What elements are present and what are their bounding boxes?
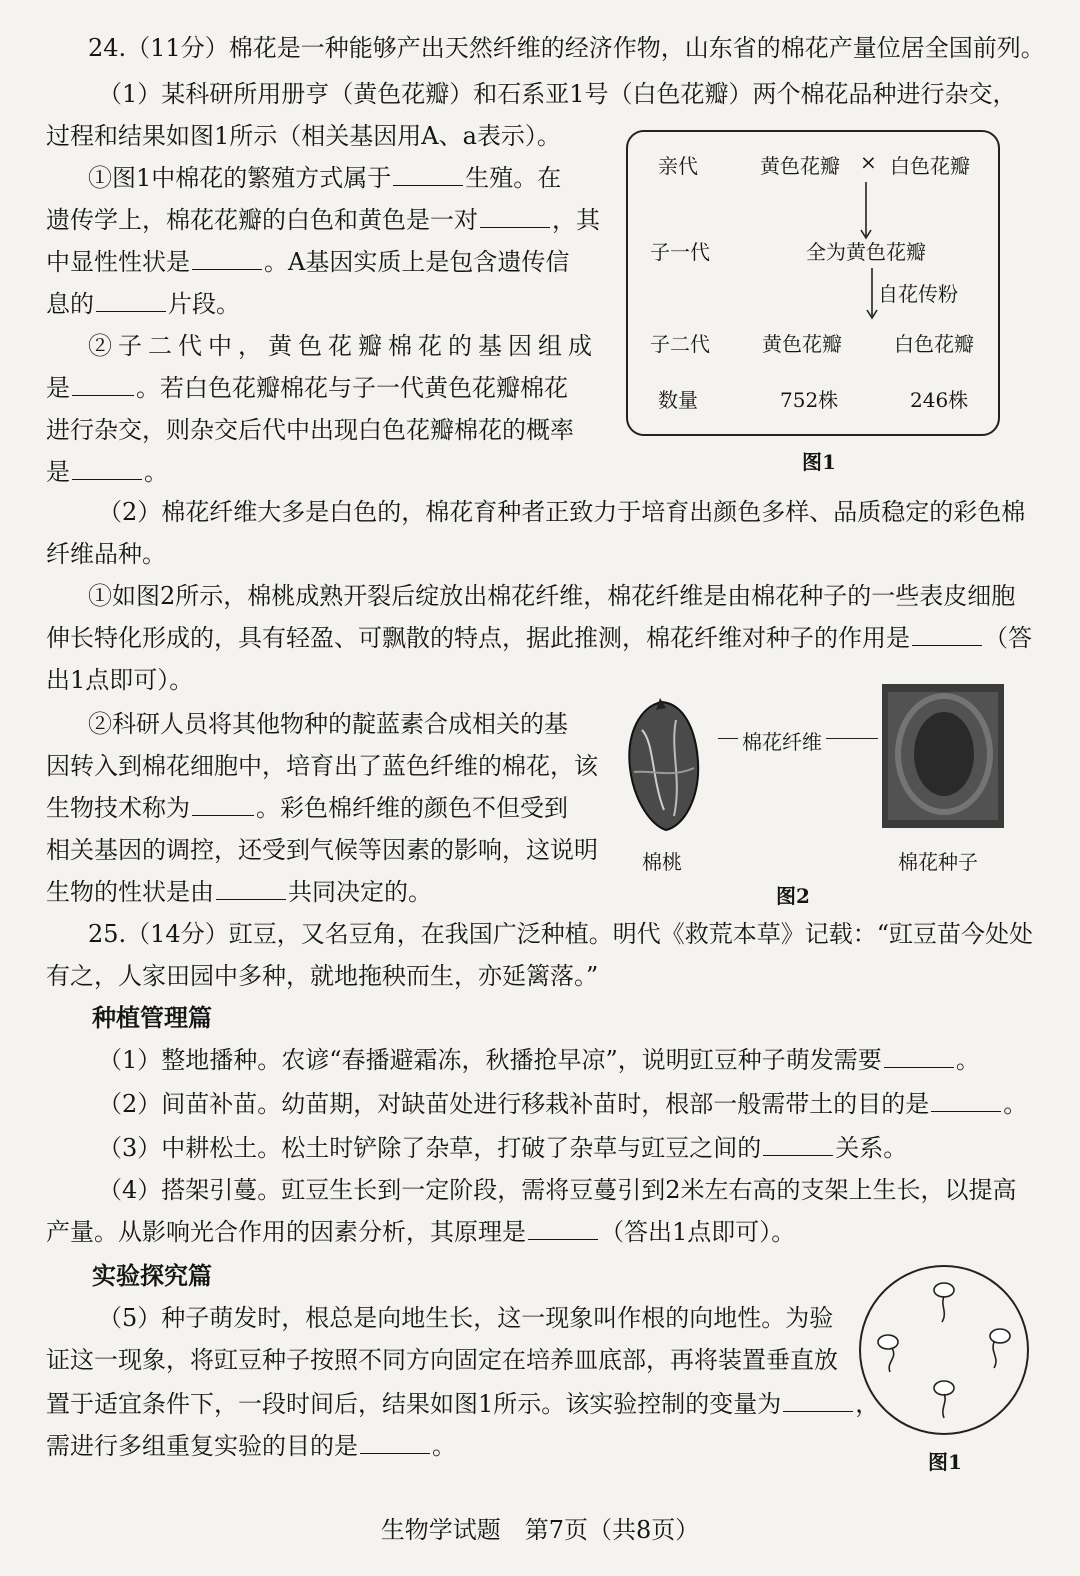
answer-blank bbox=[192, 243, 262, 270]
q24-part2-sub2-line2: 因转入到棉花细胞中，培育出了蓝色纤维的棉花，该 bbox=[46, 752, 598, 780]
f2-white: 白色花瓣 bbox=[894, 332, 974, 356]
answer-blank bbox=[72, 453, 142, 480]
figure1-caption: 图1 bbox=[802, 450, 836, 474]
parent-yellow: 黄色花瓣 bbox=[760, 154, 840, 178]
seed-right bbox=[990, 1329, 1010, 1368]
boll-label: 棉桃 bbox=[642, 850, 682, 874]
q24-part2-sub1-line3: 出1点即可）。 bbox=[46, 666, 194, 694]
q24-sub2-line4: 是 。 bbox=[46, 452, 168, 492]
q24-sub2-line3: 进行杂交，则杂交后代中出现白色花瓣棉花的概率 bbox=[46, 416, 574, 444]
answer-blank bbox=[931, 1085, 1001, 1112]
answer-blank bbox=[360, 1427, 430, 1454]
label-f2: 子二代 bbox=[650, 332, 710, 356]
answer-blank bbox=[912, 619, 982, 646]
cross-symbol: × bbox=[860, 150, 877, 174]
q25-item5-line4: 需进行多组重复实验的目的是 。 bbox=[46, 1426, 456, 1466]
answer-blank bbox=[783, 1385, 853, 1412]
answer-blank bbox=[480, 201, 550, 228]
seed-label: 棉花种子 bbox=[898, 850, 978, 874]
label-parent: 亲代 bbox=[658, 154, 698, 178]
q25-item2: （2）间苗补苗。幼苗期，对缺苗处进行移栽补苗时，根部一般需带土的目的是 。 bbox=[98, 1084, 1027, 1124]
q25-item5-line3: 置于适宜条件下，一段时间后，结果如图1所示。该实验控制的变量为 ， bbox=[46, 1384, 879, 1424]
section-experiment: 实验探究篇 bbox=[92, 1261, 212, 1290]
answer-blank bbox=[192, 789, 254, 816]
q24-part1-line2: 过程和结果如图1所示（相关基因用A、a表示）。 bbox=[46, 122, 561, 150]
petri-dish-image bbox=[856, 1262, 1032, 1438]
q24-part2-sub2-line4: 相关基因的调控，还受到气候等因素的影响，这说明 bbox=[46, 836, 598, 864]
self-pollination-label: 自花传粉 bbox=[878, 282, 958, 306]
q24-title: 24.（11分）棉花是一种能够产出天然纤维的经济作物，山东省的棉花产量位居全国前列。 bbox=[88, 34, 1045, 62]
answer-blank bbox=[884, 1041, 954, 1068]
leader-line bbox=[826, 738, 878, 739]
q24-sub1-line2: 遗传学上，棉花花瓣的白色和黄色是一对 ，其 bbox=[46, 200, 600, 240]
f2-yellow: 黄色花瓣 bbox=[762, 332, 842, 356]
q24-part2-sub2-line5: 生物的性状是由 共同决定的。 bbox=[46, 872, 432, 912]
q24-part2-sub1-line2: 伸长特化形成的，具有轻盈、可飘散的特点，据此推测，棉花纤维对种子的作用是 （答 bbox=[46, 618, 1032, 658]
page-footer: 生物学试题 第7页（共8页） bbox=[380, 1516, 700, 1544]
q24-sub2-line1: ②子二代中，黄色花瓣棉花的基因组成 bbox=[88, 332, 598, 360]
q25-figure1-caption: 图1 bbox=[928, 1450, 962, 1474]
q24-part2-sub2-line1: ②科研人员将其他物种的靛蓝素合成相关的基 bbox=[88, 710, 568, 738]
q25-item5-line2: 证这一现象，将豇豆种子按照不同方向固定在培养皿底部，再将装置垂直放 bbox=[46, 1346, 838, 1374]
q24-part2-line2: 纤维品种。 bbox=[46, 540, 166, 568]
answer-blank bbox=[393, 159, 463, 186]
figure2-caption: 图2 bbox=[776, 884, 810, 908]
count-yellow: 752株 bbox=[780, 388, 839, 412]
count-white: 246株 bbox=[910, 388, 969, 412]
label-f1: 子一代 bbox=[650, 240, 710, 264]
seed-top bbox=[934, 1283, 954, 1322]
q25-title: 25.（14分）豇豆，又名豆角，在我国广泛种植。明代《救荒本草》记载：“豇豆苗今处处 bbox=[88, 920, 1033, 948]
q24-part2-sub2-line3: 生物技术称为 。彩色棉纤维的颜色不但受到 bbox=[46, 788, 568, 828]
q24-part1-line1: （1）某科研所用册亨（黄色花瓣）和石系亚1号（白色花瓣）两个棉花品种进行杂交， bbox=[98, 80, 1017, 108]
answer-blank bbox=[216, 873, 286, 900]
answer-blank bbox=[72, 369, 134, 396]
seed-left bbox=[878, 1335, 898, 1372]
q25-title-line2: 有之，人家田园中多种，就地拖秧而生，亦延篱落。” bbox=[46, 962, 599, 990]
q24-sub2-line2: 是 。若白色花瓣棉花与子一代黄色花瓣棉花 bbox=[46, 368, 568, 408]
q24-part2-line1: （2）棉花纤维大多是白色的，棉花育种者正致力于培育出颜色多样、品质稳定的彩色棉 bbox=[98, 498, 1026, 526]
q24-sub1-line1: ①图1中棉花的繁殖方式属于 生殖。在 bbox=[88, 158, 561, 198]
answer-blank bbox=[96, 285, 166, 312]
q25-item3: （3）中耕松土。松土时铲除了杂草，打破了杂草与豇豆之间的 关系。 bbox=[98, 1128, 907, 1168]
f1-result: 全为黄色花瓣 bbox=[806, 240, 926, 264]
q25-item4-line2: 产量。从影响光合作用的因素分析，其原理是 （答出1点即可）。 bbox=[46, 1212, 795, 1252]
q25-item5-line1: （5）种子萌发时，根总是向地生长，这一现象叫作根的向地性。为验 bbox=[98, 1304, 834, 1332]
cotton-boll-image bbox=[612, 690, 712, 840]
answer-blank bbox=[528, 1213, 598, 1240]
fiber-label: 棉花纤维 bbox=[738, 726, 826, 755]
answer-blank bbox=[763, 1129, 833, 1156]
q25-item1: （1）整地播种。农谚“春播避霜冻，秋播抢早凉”，说明豇豆种子萌发需要 。 bbox=[98, 1040, 980, 1080]
q24-sub1-line3: 中显性性状是 。A基因实质上是包含遗传信 bbox=[46, 242, 569, 282]
section-planting: 种植管理篇 bbox=[92, 1003, 212, 1032]
count-label: 数量 bbox=[658, 388, 698, 412]
q25-item4-line1: （4）搭架引蔓。豇豆生长到一定阶段，需将豆蔓引到2米左右高的支架上生长，以提高 bbox=[98, 1176, 1017, 1204]
cross-diagram bbox=[626, 130, 1000, 436]
seed-bottom bbox=[934, 1381, 954, 1418]
parent-white: 白色花瓣 bbox=[890, 154, 970, 178]
cotton-seed-image bbox=[882, 684, 1004, 828]
q24-part2-sub1-line1: ①如图2所示，棉桃成熟开裂后绽放出棉花纤维，棉花纤维是由棉花种子的一些表皮细胞 bbox=[88, 582, 1016, 610]
down-arrow-icon bbox=[858, 180, 874, 242]
q24-sub1-line4: 息的 片段。 bbox=[46, 284, 240, 324]
